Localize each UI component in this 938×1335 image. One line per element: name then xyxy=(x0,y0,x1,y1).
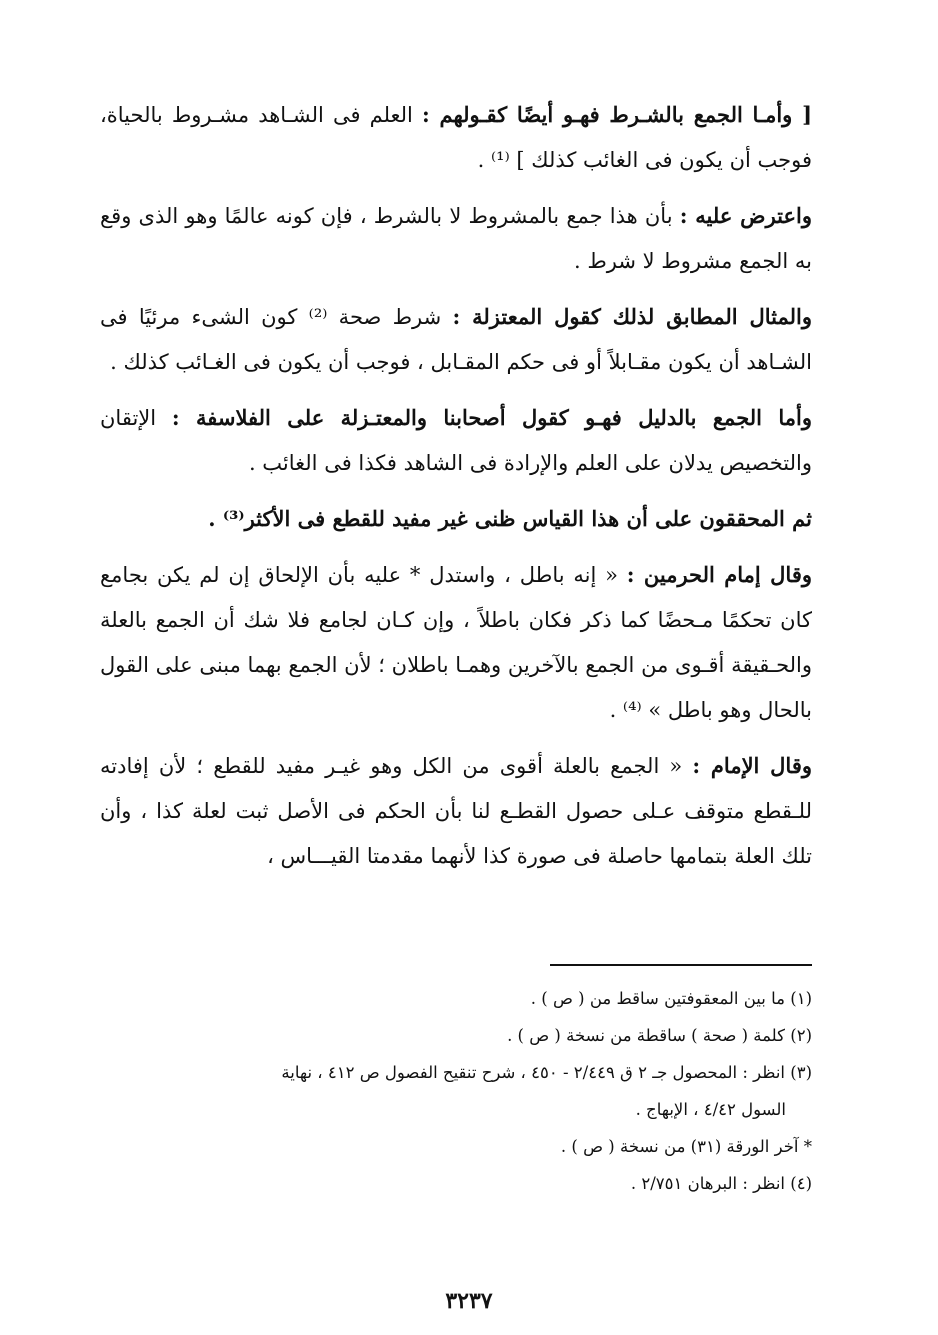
paragraph-lead: وقال إمام الحرمين : xyxy=(626,562,812,587)
paragraph-3 xyxy=(100,294,812,385)
paragraph-lead: ثم المحققون على أن هذا القياس ظنى غير مفيد للقطع فى الأكثر⁽³⁾ . xyxy=(208,506,812,531)
paragraph-2 xyxy=(100,193,812,284)
paragraph-body: « الجمع بالعلة أقوى من الكل وهو غيـر مفيد للقطع ؛ لأن إفادته للـقطع متوقف عـلى حصول القطـع لنا بأن الحكم فى الأصل ثبت لعلة كذا ، وأن تلك العلة بتمامها حاصلة فى صورة كذا لأنهما مقدمتا القيـــاس ، xyxy=(100,754,812,868)
paragraph-lead: [ وأمـا الجمع بالشـرط فهـو أيضًا كقـولهم : xyxy=(422,102,813,127)
footnote-3 xyxy=(100,1054,812,1128)
footnote-separator xyxy=(550,964,812,966)
page-number: ٣٢٣٧ xyxy=(445,1288,493,1314)
footnote-2: (٢) كلمة ( صحة ) ساقطة من نسخة ( ص ) . xyxy=(507,1026,812,1045)
footnote-3-text: (٣) انظر : المحصول جـ ٢ ق ٢/٤٤٩ - ٤٥٠ ، شرح تنقيح الفصول ص ٤١٢ ، نهاية xyxy=(281,1063,812,1082)
paragraph-lead: وأما الجمع بالدليل فهـو كقول أصحابنا والمعتـزلة على الفلاسفة : xyxy=(171,405,812,430)
footnote-4: (٤) انظر : البرهان ٢/٧٥١ . xyxy=(630,1174,812,1193)
paragraph-6 xyxy=(100,552,812,733)
paragraph-body: الإتقان والتخصيص يدلان على العلم والإرادة فى الشاهد فكذا فى الغائب . xyxy=(100,406,812,475)
footnote-1: (١) ما بين المعقوفتين ساقط من ( ص ) . xyxy=(530,989,812,1008)
footnote-3-continuation: السول ٤/٤٢ ، الإبهاج . xyxy=(635,1100,786,1119)
footnotes xyxy=(100,980,812,1202)
main-text xyxy=(100,92,812,889)
paragraph-5 xyxy=(100,496,812,542)
paragraph-1 xyxy=(100,92,812,183)
paragraph-lead: والمثال المطابق لذلك كقول المعتزلة : xyxy=(452,304,812,329)
paragraph-body: العلم فى الشـاهد مشـروط بالحياة، فوجب أن يكون فى الغائب كذلك ] ⁽¹⁾ . xyxy=(100,103,812,172)
paragraph-body: شرط صحة ⁽²⁾ كون الشىء مرئيًا فى الشـاهد أن يكون مقـابلاً أو فى حكم المقـابل ، فوجب أن يكون فى الغـائب كذلك . xyxy=(100,305,812,374)
paragraph-4 xyxy=(100,395,812,486)
paragraph-lead: واعترض عليه : xyxy=(679,203,812,228)
paragraph-body: « إنه باطل ، واستدل * عليه بأن الإلحاق إن لم يكن بجامع كان تحكمًا مـحضًا كما ذكر فكان باطلاً ، وإن كـان لجامع فلا شك أن الجمع بالعلة والحـقيقة أقـوى من الجمع بالآخرين وهمـا باطلان ؛ لأن الجمع بهما مبنى على القول بالحال وهو باطل » ⁽⁴⁾ . xyxy=(100,563,812,722)
paragraph-lead: وقال الإمام : xyxy=(692,753,813,778)
paragraph-7 xyxy=(100,743,812,879)
paragraph-body: بأن هذا جمع بالمشروط لا بالشرط ، فإن كونه عالمًا وهو الذى وقع به الجمع مشروط لا شرط . xyxy=(100,204,812,273)
footnote-folio: * آخر الورقة (٣١) من نسخة ( ص ) . xyxy=(560,1137,812,1156)
